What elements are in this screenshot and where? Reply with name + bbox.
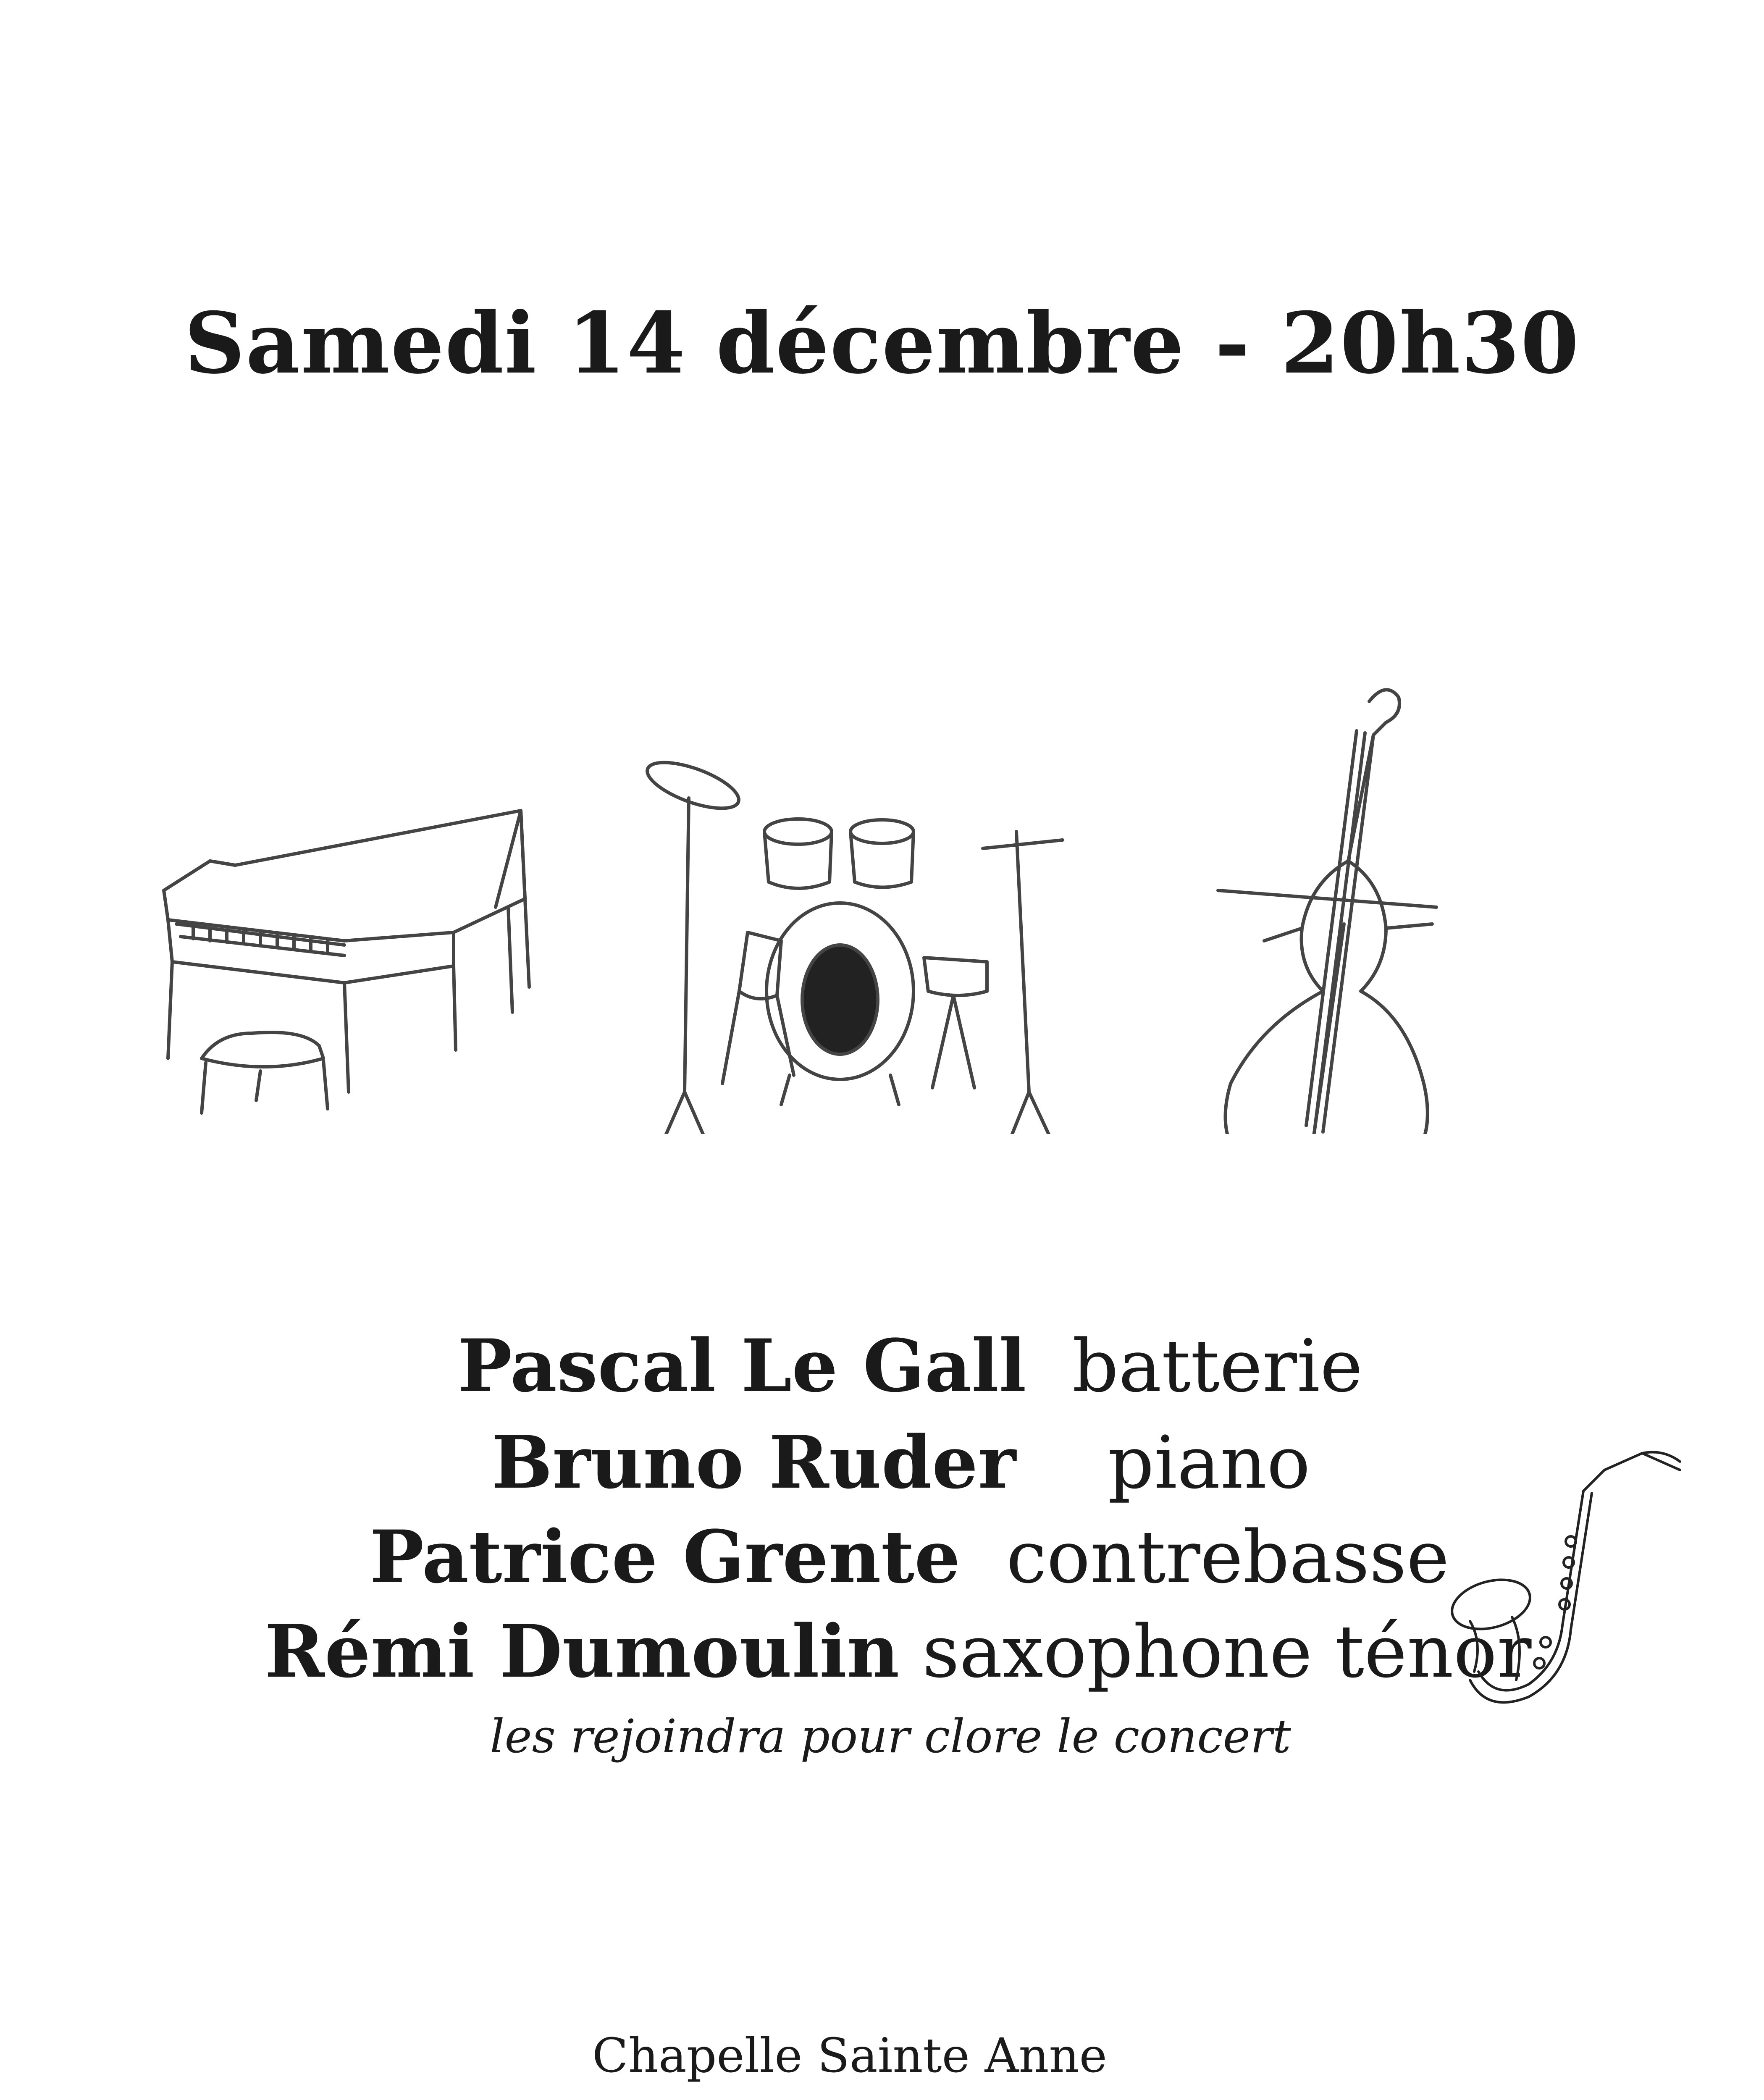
event-date-time: Samedi 14 décembre - 20h30 [184, 294, 1580, 393]
drum-kit-icon [642, 753, 1063, 1134]
instrument-illustrations [0, 672, 1764, 1134]
musician-name: Pascal Le Gall [458, 1323, 1026, 1408]
join-note: les rejoindra pour clore le concert [490, 1709, 1291, 1763]
musician-name: Patrice Grente [370, 1514, 961, 1599]
musician-row [265, 1609, 1532, 1694]
grand-piano-icon [164, 811, 529, 1113]
musician-row [370, 1514, 1449, 1599]
venue-name: Chapelle Sainte Anne [592, 2029, 1107, 2083]
musician-role: piano [1108, 1420, 1310, 1505]
musician-row [458, 1323, 1363, 1408]
musician-name: Bruno Ruder [491, 1420, 1016, 1505]
saxophone-icon [1445, 1445, 1705, 1730]
musician-role: batterie [1072, 1324, 1363, 1408]
musician-role: saxophone ténor [922, 1609, 1532, 1694]
musician-row [491, 1420, 1310, 1505]
musician-role: contrebasse [1006, 1515, 1449, 1599]
musician-name: Rémi Dumoulin [265, 1609, 900, 1694]
double-bass-icon [1218, 690, 1436, 1134]
